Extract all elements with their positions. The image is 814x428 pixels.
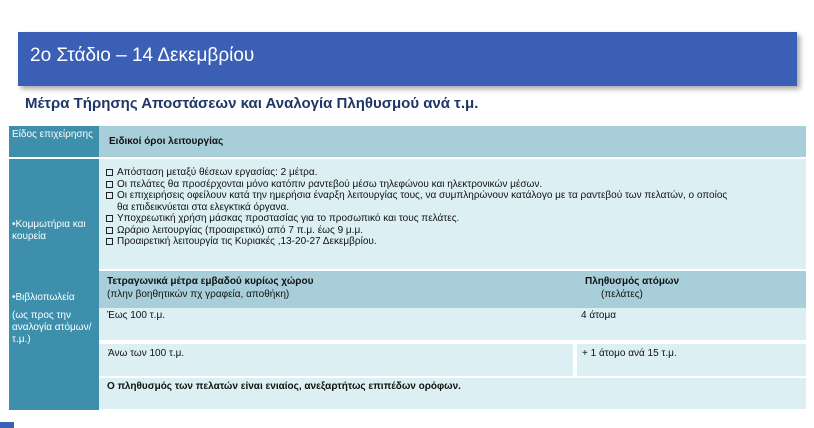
row1-population: 4 άτομα [581,310,617,321]
header-special-terms-text: Ειδικοί όροι λειτουργίας [109,136,224,147]
footer-note-cell [99,378,806,409]
list-item: Απόσταση μεταξύ θέσεων εργασίας: 2 μέτρα. [106,167,727,179]
row1-area: Έως 100 τ.μ. [107,310,165,321]
terms-list [106,167,727,248]
header-business-type-text: Είδος επιχείρησης [12,129,93,140]
population-header: Πληθυσμός ατόμων [585,276,680,287]
row2-population: + 1 άτομο ανά 15 τ.μ. [582,348,677,359]
corner-decoration [0,422,14,428]
subtitle: Μέτρα Τήρησης Αποστάσεων και Αναλογία Πληθυσμού ανά τ.μ. [25,95,479,112]
list-item: Προαιρετική λειτουργία τις Κυριακές ,13-20-27 Δεκεμβρίου. [106,236,727,248]
list-item: Οι επιχειρήσεις οφείλουν κατά την ημερήσια έναρξη λειτουργίας τους, να συμπληρώνουν κατάλογο με τα ραντεβού των πελατών, ο οποίος [106,190,727,202]
population-subheader: (πελάτες) [601,289,643,300]
header-special-terms [99,126,806,157]
checkbox-bullet-icon [106,169,113,176]
checkbox-bullet-icon [106,227,113,234]
left-label-hairdressers: •Κομμωτήρια και κουρεία [12,219,86,242]
checkbox-bullet-icon [106,181,113,188]
terms-cell [99,159,806,269]
checkbox-bullet-icon [106,192,113,199]
left-label-bookstores: •Βιβλιοπωλεία [12,292,75,303]
header-business-type [9,126,99,157]
list-item: θα επιδεικνύεται στα ελεγκτικά όργανα. [117,201,290,213]
table-row-population [577,344,806,376]
list-item: Οι πελάτες θα προσέρχονται μόνο κατόπιν ραντεβού μέσω τηλεφώνου και ηλεκτρονικών μέσων. [106,179,727,191]
subtable-header [99,271,806,308]
left-category-cell [9,159,99,410]
checkbox-bullet-icon [106,238,113,245]
title-banner [18,32,797,86]
table-row [99,344,573,376]
slide-title: 2ο Στάδιο – 14 Δεκεμβρίου [30,45,255,66]
checkbox-bullet-icon [106,215,113,222]
area-header: Τετραγωνικά μέτρα εμβαδού κυρίως χώρου [107,276,314,287]
table-row [99,308,806,340]
row2-area: Άνω των 100 τ.μ. [108,348,185,359]
list-item: Υποχρεωτική χρήση μάσκας προστασίας για το προσωπικό και τους πελάτες. [106,213,727,225]
left-label-ratio-note: (ως προς την αναλογία ατόμων/τ.μ.) [12,310,92,345]
list-item: Ωράριο λειτουργίας (προαιρετικό) από 7 π.μ. έως 9 μ.μ. [106,225,727,237]
area-subheader: (πλην βοηθητικών πχ γραφεία, αποθήκη) [107,289,290,300]
footer-note: Ο πληθυσμός των πελατών είναι ενιαίος, ανεξαρτήτως επιπέδων ορόφων. [107,381,461,392]
